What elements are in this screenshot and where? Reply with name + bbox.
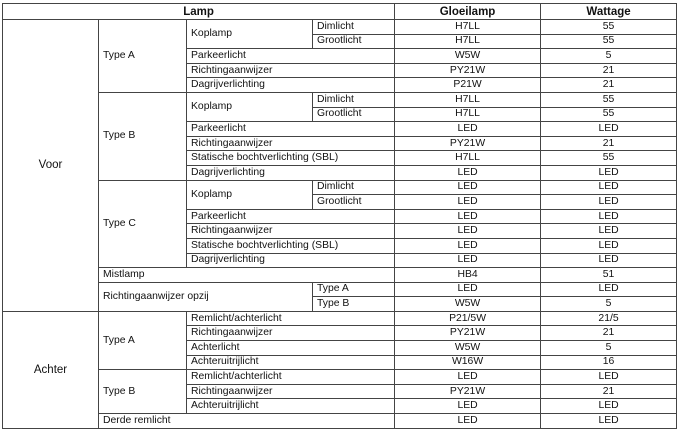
table-row	[3, 180, 677, 195]
lamp-name: Parkeerlicht	[187, 122, 395, 137]
lamp-name: Koplamp	[187, 20, 313, 49]
header-bulb: Gloeilamp	[395, 4, 541, 20]
lamp-name: Mistlamp	[99, 268, 395, 283]
lamp-name: Remlicht/achterlicht	[187, 311, 395, 326]
lamp-name: Dagrijverlichting	[187, 165, 395, 180]
wattage-value: 55	[541, 151, 677, 166]
wattage-value: LED	[541, 195, 677, 210]
bulb-value: LED	[395, 282, 541, 297]
lamp-name: Koplamp	[187, 92, 313, 121]
bulb-value: W5W	[395, 297, 541, 312]
table-row	[3, 268, 677, 283]
bulb-value: LED	[395, 195, 541, 210]
table-row	[3, 311, 677, 326]
bulb-value: LED	[395, 253, 541, 268]
wattage-value: 5	[541, 341, 677, 356]
lamp-sub: Dimlicht	[313, 20, 395, 35]
wattage-value: 21	[541, 326, 677, 341]
bulb-value: LED	[395, 414, 541, 429]
bulb-value: PY21W	[395, 384, 541, 399]
lamp-name: Richtingaanwijzer	[187, 326, 395, 341]
lamp-sub: Type B	[313, 297, 395, 312]
bulb-value: W5W	[395, 49, 541, 64]
bulb-value: LED	[395, 238, 541, 253]
wattage-value: LED	[541, 180, 677, 195]
wattage-value: LED	[541, 253, 677, 268]
bulb-value: P21/5W	[395, 311, 541, 326]
wattage-value: LED	[541, 414, 677, 429]
lamp-sub: Grootlicht	[313, 34, 395, 49]
position-front: Voor	[3, 20, 99, 312]
lamp-name: Richtingaanwijzer opzij	[99, 282, 313, 311]
wattage-value: 55	[541, 20, 677, 35]
bulb-value: LED	[395, 180, 541, 195]
table-row	[3, 282, 677, 297]
lamp-name: Richtingaanwijzer	[187, 384, 395, 399]
type-label: Type B	[99, 92, 187, 180]
lamp-name: Richtingaanwijzer	[187, 136, 395, 151]
lamp-sub: Dimlicht	[313, 180, 395, 195]
lamp-name: Achterlicht	[187, 341, 395, 356]
bulb-value: LED	[395, 122, 541, 137]
wattage-value: 21	[541, 78, 677, 93]
bulb-value: LED	[395, 370, 541, 385]
wattage-value: 5	[541, 297, 677, 312]
table-row	[3, 92, 677, 107]
lamp-name: Derde remlicht	[99, 414, 395, 429]
wattage-value: LED	[541, 122, 677, 137]
lamp-sub: Dimlicht	[313, 92, 395, 107]
wattage-value: LED	[541, 165, 677, 180]
type-label: Type A	[99, 311, 187, 369]
lamp-name: Remlicht/achterlicht	[187, 370, 395, 385]
header-lamp: Lamp	[3, 4, 395, 20]
bulb-value: W16W	[395, 355, 541, 370]
wattage-value: 21	[541, 136, 677, 151]
table-row	[3, 370, 677, 385]
lamp-name: Dagrijverlichting	[187, 253, 395, 268]
bulb-value: W5W	[395, 341, 541, 356]
wattage-value: 16	[541, 355, 677, 370]
wattage-value: LED	[541, 282, 677, 297]
type-label: Type B	[99, 370, 187, 414]
lamp-name: Statische bochtverlichting (SBL)	[187, 238, 395, 253]
type-label: Type A	[99, 20, 187, 93]
bulb-value: HB4	[395, 268, 541, 283]
wattage-value: 21/5	[541, 311, 677, 326]
lamp-name: Dagrijverlichting	[187, 78, 395, 93]
bulb-spec-table	[2, 3, 677, 429]
bulb-value: H7LL	[395, 34, 541, 49]
lamp-name: Koplamp	[187, 180, 313, 209]
table-row	[3, 414, 677, 429]
lamp-name: Achteruitrijlicht	[187, 355, 395, 370]
bulb-value: PY21W	[395, 63, 541, 78]
bulb-value: PY21W	[395, 326, 541, 341]
wattage-value: LED	[541, 238, 677, 253]
wattage-value: 21	[541, 63, 677, 78]
wattage-value: 55	[541, 92, 677, 107]
lamp-sub: Grootlicht	[313, 107, 395, 122]
lamp-name: Achteruitrijlicht	[187, 399, 395, 414]
wattage-value: 21	[541, 384, 677, 399]
table-row	[3, 20, 677, 35]
wattage-value: LED	[541, 224, 677, 239]
wattage-value: 51	[541, 268, 677, 283]
lamp-name: Statische bochtverlichting (SBL)	[187, 151, 395, 166]
bulb-value: LED	[395, 209, 541, 224]
bulb-value: LED	[395, 165, 541, 180]
bulb-value: LED	[395, 399, 541, 414]
wattage-value: 55	[541, 34, 677, 49]
position-rear: Achter	[3, 311, 99, 428]
lamp-sub: Type A	[313, 282, 395, 297]
header-row	[3, 4, 677, 20]
wattage-value: 55	[541, 107, 677, 122]
lamp-name: Richtingaanwijzer	[187, 224, 395, 239]
lamp-name: Parkeerlicht	[187, 49, 395, 64]
wattage-value: 5	[541, 49, 677, 64]
bulb-value: H7LL	[395, 20, 541, 35]
lamp-name: Parkeerlicht	[187, 209, 395, 224]
header-wattage: Wattage	[541, 4, 677, 20]
wattage-value: LED	[541, 399, 677, 414]
wattage-value: LED	[541, 370, 677, 385]
lamp-name: Richtingaanwijzer	[187, 63, 395, 78]
bulb-value: LED	[395, 224, 541, 239]
bulb-value: H7LL	[395, 151, 541, 166]
bulb-value: H7LL	[395, 107, 541, 122]
wattage-value: LED	[541, 209, 677, 224]
lamp-sub: Grootlicht	[313, 195, 395, 210]
bulb-value: P21W	[395, 78, 541, 93]
type-label: Type C	[99, 180, 187, 268]
bulb-value: PY21W	[395, 136, 541, 151]
bulb-value: H7LL	[395, 92, 541, 107]
